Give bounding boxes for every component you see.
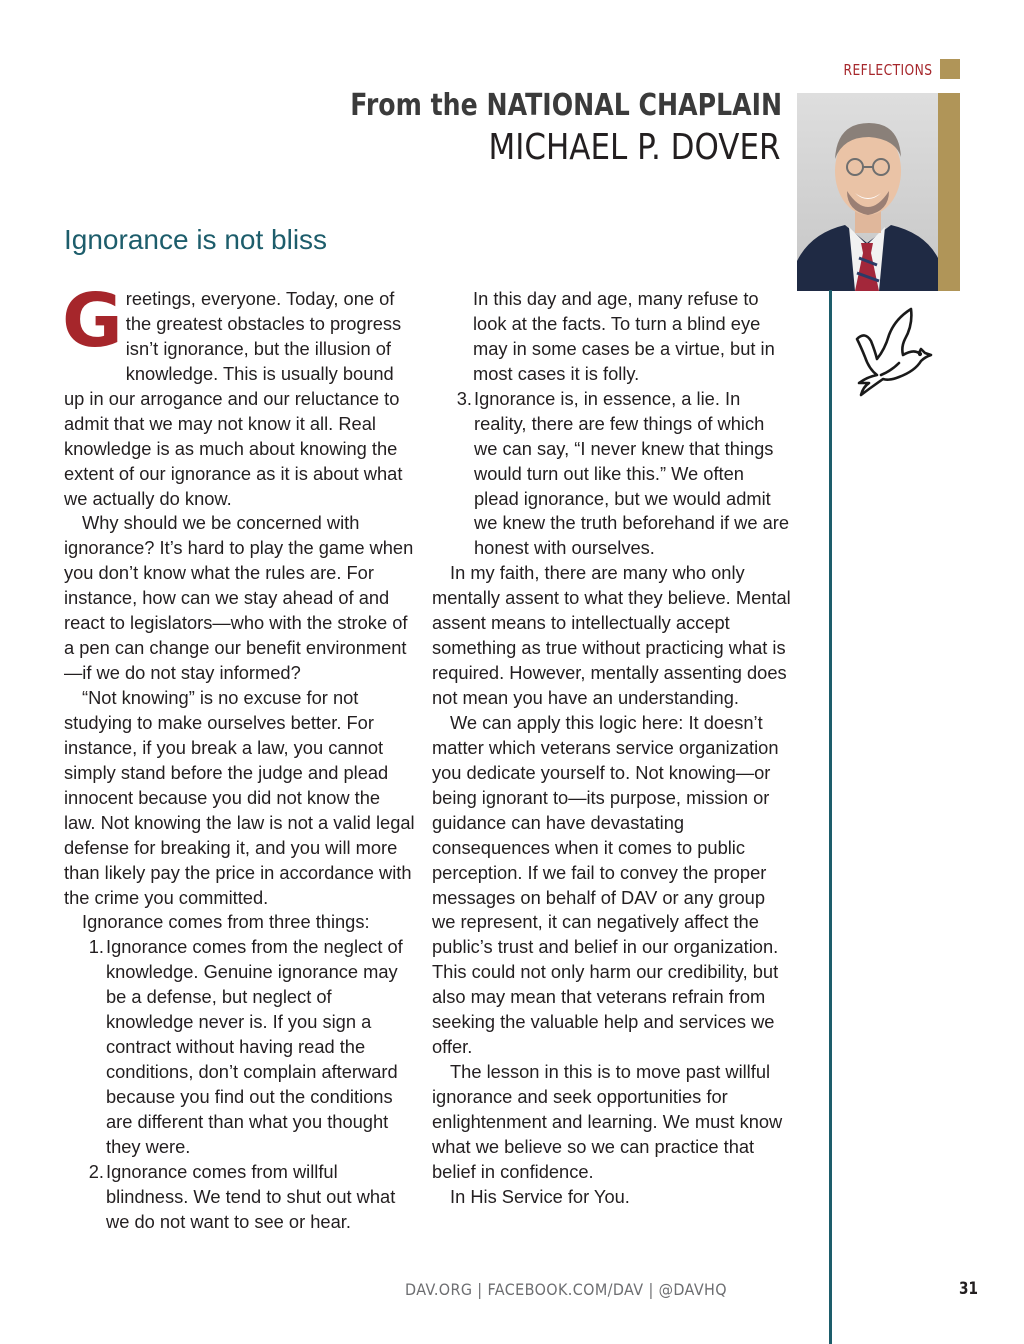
list-text: Ignorance is, in essence, a lie. In reality, there are few things of which we can say, “I never knew that things would turn out like this.” We often plead ignorance, but we would admit we knew the truth beforehand if we are honest with ourselves.	[474, 387, 790, 559]
paragraph: We can apply this logic here: It doesn’t matter which veterans service organization you dedicate yourself to. Not knowing—or being ignorant to—its purpose, mission or guidance can have devastating consequences when it comes to public perception. If we fail to convey the proper messages on behalf of DAV or any group we represent, it can negatively affect the public’s trust and belief in our organization. This could not only harm our credibility, but also may mean that veterans refrain from seeking the valuable help and services we offer.	[432, 711, 779, 1058]
section-label: REFLECTIONS	[843, 61, 932, 79]
paragraph-intro	[62, 278, 416, 511]
article-headline: Ignorance is not bliss	[64, 224, 328, 255]
article-column-right	[432, 287, 792, 1210]
page-number: 31	[959, 1279, 978, 1299]
list-item	[432, 387, 792, 562]
list-text: Ignorance comes from the neglect of knowledge. Genuine ignorance may be a defense, but neglect of knowledge never is. If you sign a contract without having read the conditions, don’t complain afterward because you find out the conditions are different than what you thought they were.	[106, 936, 403, 1157]
list-number: 1.	[88, 936, 104, 958]
list-item	[64, 1160, 416, 1235]
author-photo	[797, 93, 938, 291]
paragraph: In my faith, there are many who only mentally assent to what they believe. Mental assent means to intellectually accept something as true without practicing what is required. However, mentally assenting does not mean you have an understanding.	[432, 562, 791, 708]
author-name: MICHAEL P. DOVER	[488, 127, 781, 168]
list-continuation: In this day and age, many refuse to look at the facts. To turn a blind eye may in some cases be a virtue, but in most cases it is folly.	[473, 288, 775, 384]
article-column-left	[62, 278, 416, 1235]
section-marker	[940, 59, 960, 79]
dove-ornament	[855, 305, 937, 399]
paragraph: “Not knowing” is no excuse for not studying to make ourselves better. For instance, if you break a law, you cannot simply stand before the judge and plead innocent because you did not know the law. Not knowing the law is not a valid legal defense for breaking it, and you will more than likely pay the price in accordance with the crime you committed.	[64, 687, 415, 908]
paragraph: In His Service for You.	[450, 1185, 630, 1207]
paragraph: Why should we be concerned with ignorance? It’s hard to play the game when you don’t know what the rules are. For instance, how can we stay ahead of and react to legislators—who with the stroke of a pen can change our benefit environment—if we do not stay informed?	[64, 512, 414, 684]
accent-bar	[938, 93, 960, 291]
paragraph-text: reetings, everyone. Today, one of the greatest obstacles to progress isn’t ignorance, but the illusion of knowledge. This is usually bound up in our arrogance and our reluctance to admit that we may not know it all. Real knowledge is as much about knowing the extent of our ignorance as it is about what we actually do know.	[64, 288, 403, 509]
paragraph: The lesson in this is to move past willful ignorance and seek opportunities for enlightenment and learning. We must know what we believe so we can practice that belief in confidence.	[432, 1061, 783, 1182]
list-number: 2.	[88, 1160, 104, 1182]
drop-cap: G	[62, 278, 123, 364]
paragraph: Ignorance comes from three things:	[82, 911, 370, 933]
dove-icon	[855, 305, 937, 399]
footer-links: DAV.ORG | FACEBOOK.COM/DAV | @DAVHQ	[405, 1280, 727, 1299]
portrait-photo-icon	[797, 93, 938, 291]
list-text: Ignorance comes from willful blindness. We tend to shut out what we do not want to see or hear.	[106, 1160, 396, 1232]
list-number: 3.	[456, 387, 472, 409]
column-rule	[829, 290, 832, 1344]
column-kicker: From the NATIONAL CHAPLAIN	[350, 88, 782, 123]
list-item	[64, 935, 416, 1159]
